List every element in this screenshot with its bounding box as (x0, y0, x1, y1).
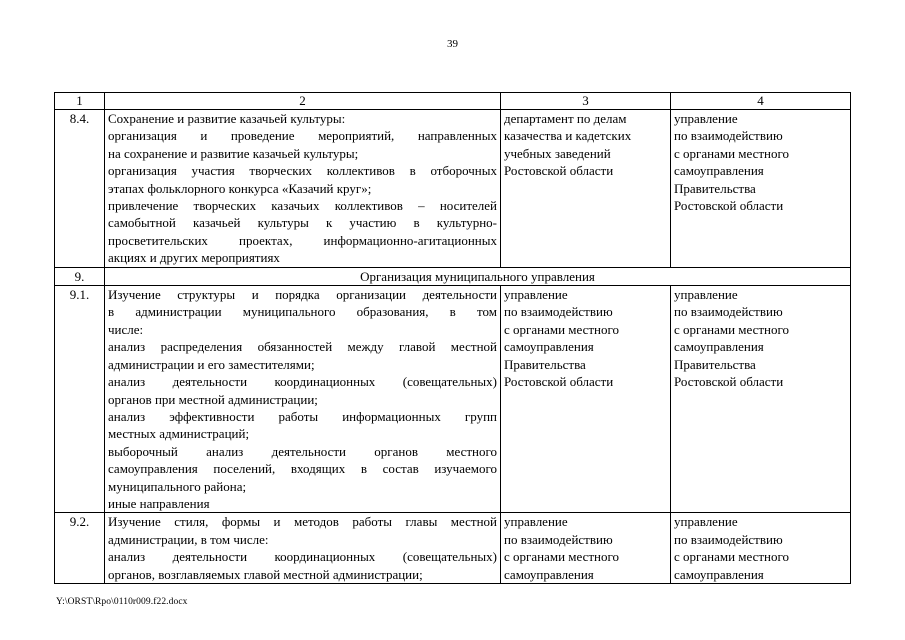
text-line: управление (504, 287, 568, 303)
text-line: Правительства (674, 180, 756, 196)
text-line: самоуправления (674, 566, 764, 582)
row-description (105, 110, 501, 268)
row-number: 8.4. (55, 110, 105, 268)
text-line: этапах фольклорного конкурса «Казачий круг»; (108, 180, 372, 196)
section-title: Организация муниципального управления (105, 267, 851, 285)
text-line: департамент по делам (504, 111, 627, 126)
text-line: акциях и других мероприятиях (108, 250, 280, 266)
text-line: органов при местной администрации; (108, 391, 318, 407)
text-line: Правительства (674, 356, 756, 372)
responsible-department (501, 110, 671, 268)
text-line: самоуправления поселений, входящих в состав изучаемого (108, 461, 497, 477)
section-row (55, 267, 851, 285)
plan-table (54, 92, 851, 584)
text-line: Изучение стиля, формы и методов работы главы местной (108, 514, 497, 530)
section-number: 9. (55, 267, 105, 285)
table-row (55, 513, 851, 584)
table-row (55, 286, 851, 513)
text-line: самоуправления (504, 339, 594, 355)
text-line: по взаимодействию (674, 128, 783, 144)
text-line: местных администраций; (108, 426, 250, 442)
table-row (55, 110, 851, 268)
coordinating-department (671, 513, 851, 584)
text-line: администрации, в том числе: (108, 531, 269, 547)
text-line: казачества и кадетских (504, 128, 632, 144)
text-line: с органами местного (674, 145, 790, 161)
text-line: по взаимодействию (674, 531, 783, 547)
text-line: самоуправления (504, 566, 594, 582)
text-line: числе: (108, 321, 144, 337)
text-line: управление (674, 514, 738, 530)
text-line: управление (504, 514, 568, 530)
text-line: самоуправления (674, 163, 764, 179)
responsible-department (501, 286, 671, 513)
row-description (105, 286, 501, 513)
text-line: просветительских проектах, информационно-агитационных (108, 232, 497, 248)
row-description (105, 513, 501, 584)
header-cell: 1 (55, 93, 105, 110)
text-line: организация участия творческих коллективов в отборочных (108, 163, 497, 179)
text-line: с органами местного (674, 549, 790, 565)
text-line: управление (674, 111, 738, 126)
header-cell: 4 (671, 93, 851, 110)
text-line: Сохранение и развитие казачьей культуры: (108, 111, 346, 126)
text-line: Правительства (504, 356, 586, 372)
text-line: по взаимодействию (504, 531, 613, 547)
row-number: 9.1. (55, 286, 105, 513)
text-line: управление (674, 287, 738, 303)
text-line: Изучение структуры и порядка организации деятельности (108, 287, 497, 303)
text-line: организация и проведение мероприятий, направленных (108, 128, 497, 144)
header-cell: 2 (105, 93, 501, 110)
text-line: муниципального района; (108, 478, 247, 494)
text-line: с органами местного (674, 321, 790, 337)
page-number: 39 (447, 38, 458, 50)
text-line: в администрации муниципального образования, в том (108, 304, 497, 320)
text-line: Ростовской области (504, 374, 614, 390)
text-line: Ростовской области (674, 198, 784, 214)
text-line: Ростовской области (674, 374, 784, 390)
responsible-department (501, 513, 671, 584)
table-header-row (55, 93, 851, 110)
text-line: по взаимодействию (504, 304, 613, 320)
text-line: выборочный анализ деятельности органов местного (108, 443, 497, 459)
text-line: по взаимодействию (674, 304, 783, 320)
text-line: Ростовской области (504, 163, 614, 179)
text-line: анализ распределения обязанностей между главой местной (108, 339, 497, 355)
text-line: самобытной казачьей культуры к участию в культурно- (108, 215, 497, 231)
coordinating-department (671, 110, 851, 268)
text-line: самоуправления (674, 339, 764, 355)
text-line: анализ эффективности работы информационных групп (108, 408, 497, 424)
coordinating-department (671, 286, 851, 513)
text-line: привлечение творческих казачьих коллективов – носителей (108, 198, 497, 214)
row-number: 9.2. (55, 513, 105, 584)
text-line: администрации и его заместителями; (108, 356, 315, 372)
text-line: анализ деятельности координационных (совещательных) (108, 374, 497, 390)
text-line: с органами местного (504, 549, 620, 565)
header-cell: 3 (501, 93, 671, 110)
text-line: на сохранение и развитие казачьей культуры; (108, 145, 359, 161)
text-line: анализ деятельности координационных (совещательных) (108, 549, 497, 565)
text-line: иные направления (108, 495, 210, 511)
text-line: органов, возглавляемых главой местной администрации; (108, 566, 423, 582)
text-line: с органами местного (504, 321, 620, 337)
text-line: учебных заведений (504, 145, 611, 161)
file-path-footer: Y:\ORST\Rpo\0110r009.f22.docx (56, 597, 188, 607)
